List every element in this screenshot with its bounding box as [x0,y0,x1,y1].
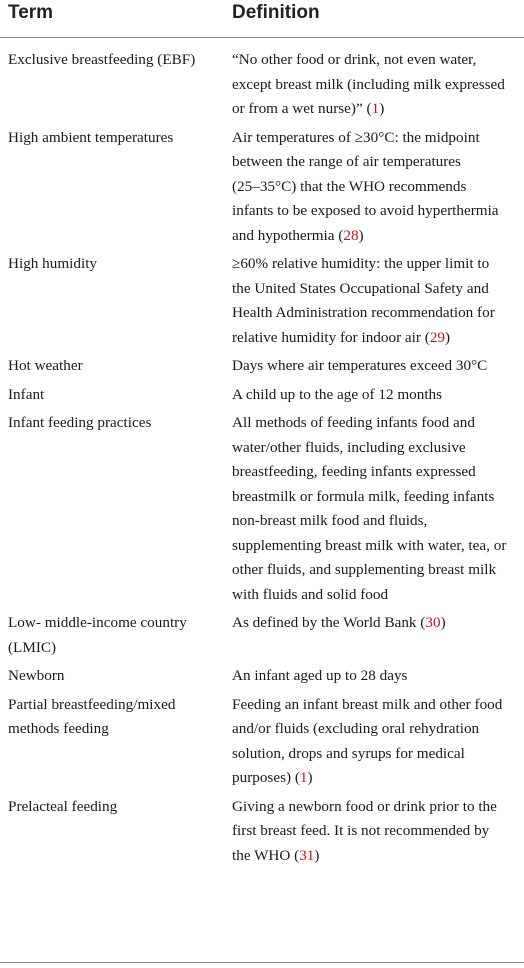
definition-cell [224,252,512,350]
table-row [0,126,524,249]
definition-cell [224,354,512,379]
definition-line: Days where air temperatures exceed 30°C [232,357,488,374]
definition-line: relative humidity for indoor air (29) [232,328,451,346]
definition-line: ≥60% relative humidity: the upper limit to [232,255,490,272]
definition-line: (25–35°C) that the WHO recommends [232,177,467,195]
table-row [0,795,524,869]
definition-line: the United States Occupational Safety and [232,279,489,297]
term-line: Low- middle-income country [8,614,187,631]
definition-cell [224,693,512,791]
definition-cell [224,795,512,869]
header-term: Term [8,2,54,23]
definition-line: purposes) (1) [232,769,313,786]
term-cell: High humidity [8,255,98,272]
definition-line: Giving a newborn food or drink prior to the [232,797,497,815]
term-line: (LMIC) [8,638,57,656]
definition-line: breastfeeding, feeding infants expressed [232,463,476,480]
definition-line: other fluids, and supplementing breast milk [232,561,497,578]
definition-line: supplementing breast milk with water, tea, or [232,536,507,554]
definition-line: Feeding an infant breast milk and other food [232,695,503,713]
definition-cell [224,664,512,689]
definition-line: A child up to the age of 12 months [232,385,443,403]
table-body [0,48,524,872]
term-line: Partial breastfeeding/mixed [8,695,176,713]
definition-line: between the range of air temperatures [232,153,461,170]
citation-link[interactable]: 28 [343,226,359,244]
term-cell: Infant [8,385,45,403]
definition-line: An infant aged up to 28 days [232,667,408,684]
definition-line: breastmilk or formula milk, feeding infants [232,487,495,505]
definition-line: As defined by the World Bank (30) [232,614,446,631]
citation-link[interactable]: 30 [425,614,441,631]
table-row [0,383,524,408]
definition-line: and hypothermia (28) [232,226,364,244]
definition-line: non-breast milk food and fluids, [232,512,428,529]
term-line: methods feeding [8,720,109,737]
table-row [0,354,524,379]
term-cell: Hot weather [8,357,83,374]
definition-line: All methods of feeding infants food and [232,414,475,431]
definition-line: infants to be exposed to avoid hyperthermia [232,202,499,219]
citation-link[interactable]: 1 [371,100,380,117]
citation-link[interactable]: 29 [429,328,445,346]
definition-cell [224,48,512,122]
table-row [0,611,524,660]
term-cell [0,611,224,660]
citation-link[interactable]: 1 [299,769,308,786]
table-row [0,664,524,689]
definition-cell [224,126,512,249]
table-row [0,411,524,607]
definition-cell [224,383,512,408]
definition-line: except breast milk (including milk expressed [232,75,505,93]
definition-line: or from a wet nurse)” (1) [232,100,385,117]
definition-line: Health Administration recommendation for [232,304,495,321]
definition-line: the WHO (31) [232,846,320,864]
definition-line: with fluids and solid food [232,585,389,603]
table-header [0,0,524,38]
definition-line: solution, drops and syrups for medical [232,744,465,762]
definition-cell [224,411,512,607]
table-bottom-rule [0,962,524,963]
citation-link[interactable]: 31 [299,846,315,864]
term-cell: Prelacteal feeding [8,797,118,815]
table-row [0,48,524,122]
term-cell: High ambient temperatures [8,128,174,146]
table-row [0,252,524,350]
definition-line: “No other food or drink, not even water, [232,51,477,68]
definition-cell [224,611,512,660]
definition-line: first breast feed. It is not recommended by [232,822,490,839]
term-cell [0,693,224,791]
table-row [0,693,524,791]
term-cell: Exclusive breastfeeding (EBF) [8,51,196,68]
term-cell: Newborn [8,667,65,684]
term-cell: Infant feeding practices [8,414,152,431]
header-definition: Definition [232,2,320,23]
definition-line: water/other fluids, including exclusive [232,438,466,456]
definition-line: and/or fluids (excluding oral rehydration [232,720,480,737]
definition-line: Air temperatures of ≥30°C: the midpoint [232,128,480,146]
